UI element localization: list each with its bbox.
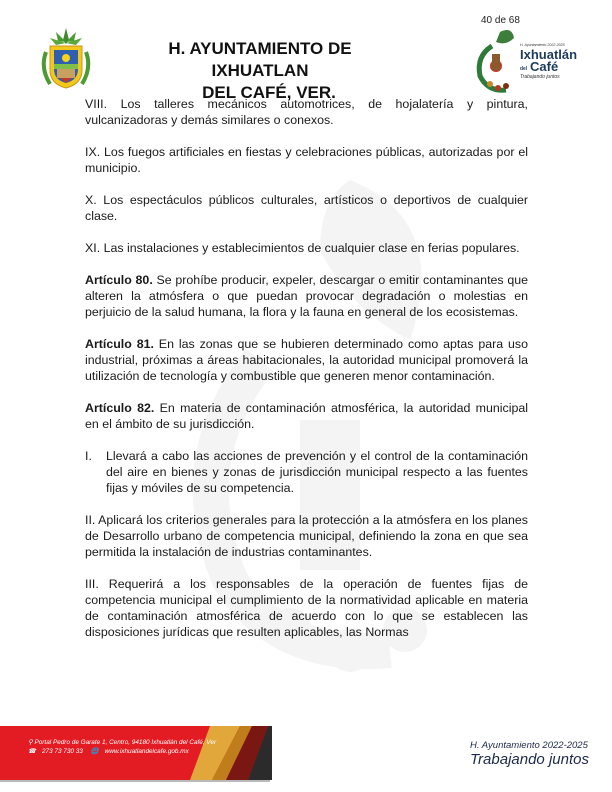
footer-divider — [0, 780, 270, 782]
paragraph-viii: VIII. Los talleres mecánicos automotrices, de hojalatería y pintura, vulcanizadoras y demás similares o conexos. — [85, 97, 528, 127]
page-indicator: 40 de 68 — [481, 15, 520, 26]
paragraph-x: X. Los espectáculos públicos culturales, artísticos o deportivos de cualquier clase. — [85, 193, 528, 223]
paragraph-ix: IX. Los fuegos artificiales en fiestas y celebraciones públicas, autorizadas por el municipio. — [85, 145, 528, 175]
location-pin-icon: ⚲ — [28, 739, 33, 746]
phone-text: 273 73 730 33 — [41, 748, 83, 755]
logo-name-line2: Café — [530, 59, 559, 74]
list-item-i-number: I. — [85, 449, 92, 463]
list-item-i — [85, 448, 528, 496]
article-82-heading: Artículo 82. — [85, 401, 155, 415]
footer-address — [28, 738, 216, 746]
article-81-heading: Artículo 81. — [85, 337, 154, 351]
logo-name-line1: Ixhuatlán — [520, 47, 578, 62]
footer-motto: Trabajando juntos — [470, 751, 589, 768]
title-line-1: H. AYUNTAMIENTO DE IXHUATLAN — [168, 39, 352, 80]
article-82-text: En materia de contaminación atmosférica, la autoridad municipal en el ámbito de su jurisdicción. — [85, 401, 529, 431]
list-item-i-text: Llevará a cabo las acciones de prevención y el control de la contaminación del aire en bienes y zonas de jurisdicción municipal respecto a las fuentes fijas y móviles de su competencia. — [106, 449, 528, 495]
phone-icon: ☎ — [28, 748, 36, 755]
logo-small-text: H. Ayuntamiento 2022-2025 — [520, 43, 565, 47]
article-80 — [85, 272, 528, 320]
address-text: Portal Pedro de Garate 1, Centro, 94180 Ixhuatlán del Café, Ver — [34, 739, 217, 746]
website-link[interactable]: www.ixhuatlandelcafe.gob.mx — [104, 748, 189, 755]
footer-contact — [28, 747, 195, 755]
article-80-text: Se prohíbe producir, expeler, descargar o emitir contaminantes que alteren la atmósfera o que puedan provocar degradación o molestias en perjuicio de la salud humana, la flora y la fauna en general de los ecosistemas. — [85, 273, 529, 319]
article-81-text: En las zonas que se hubieren determinado como aptas para uso industrial, próximas a áreas habitacionales, la autoridad municipal promoverá la utilización de tecnología y combustible que generen menor contaminación. — [85, 337, 528, 383]
footer-subtitle: H. Ayuntamiento 2022-2025 — [470, 740, 588, 751]
document-body — [85, 96, 528, 656]
globe-icon: 🌐 — [90, 748, 99, 755]
logo-tagline: Trabajando juntos — [520, 74, 560, 80]
list-item-ii: II. Aplicará los criterios generales para la protección a la atmósfera en los planes de Desarrollo urbano de competencia municipal, definiendo la zona en que sea permitida la instalación de industrias contaminantes. — [85, 513, 528, 559]
page-title — [130, 38, 390, 104]
article-80-heading: Artículo 80. — [85, 273, 153, 287]
paragraph-xi: XI. Las instalaciones y establecimientos de cualquier clase en ferias populares. — [85, 241, 520, 255]
title-line-2: DEL CAFÉ, VER. — [202, 83, 336, 102]
article-81 — [85, 336, 528, 384]
ixhuatlan-del-cafe-logo-icon — [470, 26, 580, 96]
article-82 — [85, 400, 528, 432]
list-item-iii: III. Requerirá a los responsables de la operación de fuentes fijas de competencia municipal el cumplimiento de la normatividad aplicable en materia de contaminación atmosférica de acuerdo con lo que se establecen las disposiciones jurídicas que resulten aplicables, las Normas — [85, 577, 528, 639]
logo-name-prefix: del — [520, 66, 528, 72]
footer-slogan — [470, 740, 589, 768]
municipal-coat-of-arms-icon — [38, 26, 94, 92]
